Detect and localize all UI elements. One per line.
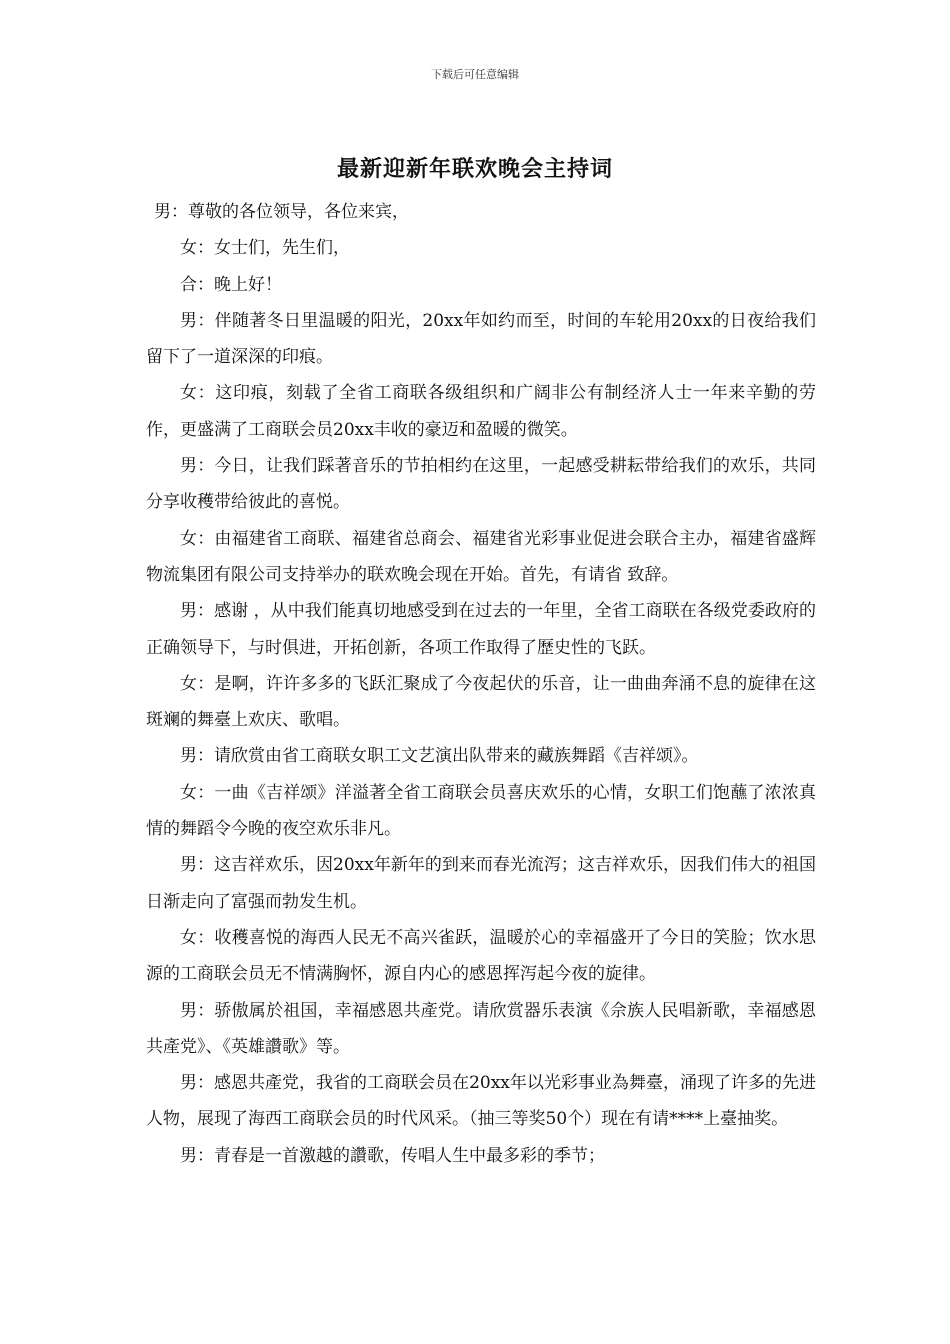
paragraph: 女：女士们，先生们，	[180, 238, 350, 259]
paragraph: 男：今日，让我们踩著音乐的节拍相约在这里，一起感受耕耘带给我们的欢乐，共同分享收穫带给彼此的喜悦。	[146, 456, 816, 513]
paragraph: 男：骄傲属於祖国，幸福感恩共產党。请欣赏器乐表演《佘族人民唱新歌，幸福感恩共產党》、《英雄讚歌》等。	[146, 1000, 816, 1057]
paragraph: 男：伴随著冬日里温暖的阳光，20xx年如约而至，时间的车轮用20xx的日夜给我们留下了一道深深的印痕。	[146, 310, 816, 368]
document-body	[146, 194, 816, 1174]
paragraph: 男：感恩共產党，我省的工商联会员在20xx年以光彩事业為舞臺，涌现了许多的先进人物，展现了海西工商联会员的时代风采。（抽三等奖50个）现在有请****上臺抽奖。	[146, 1073, 816, 1130]
paragraph: 男：感谢 ，从中我们能真切地感受到在过去的一年里，全省工商联在各级党委政府的正确领导下，与时俱进，开拓创新，各项工作取得了歷史性的飞跃。	[146, 601, 816, 658]
paragraph: 女：由福建省工商联、福建省总商会、福建省光彩事业促进会联合主办，福建省盛辉物流集团有限公司支持举办的联欢晚会现在开始。首先，有请省 致辞。	[146, 528, 816, 585]
paragraph: 男：青春是一首激越的讚歌，传唱人生中最多彩的季节；	[180, 1145, 605, 1166]
paragraph: 女：一曲《吉祥颂》洋溢著全省工商联会员喜庆欢乐的心情，女职工们饱蘸了浓浓真情的舞蹈令今晚的夜空欢乐非凡。	[146, 782, 816, 840]
paragraph: 女：这印痕，刻载了全省工商联各级组织和广阔非公有制经济人士一年来辛勤的劳作，更盛满了工商联会员20xx丰收的豪迈和盈暖的微笑。	[146, 383, 816, 440]
paragraph: 女：收穫喜悦的海西人民无不高兴雀跃，温暖於心的幸福盛开了今日的笑脸；饮水思源的工商联会员无不情满胸怀，源自内心的感恩挥泻起今夜的旋律。	[146, 927, 816, 985]
paragraph: 男：这吉祥欢乐，因20xx年新年的到来而春光流泻；这吉祥欢乐，因我们伟大的祖国日渐走向了富强而勃发生机。	[146, 855, 816, 912]
paragraph: 男：尊敬的各位领导，各位来宾，	[154, 202, 409, 222]
paragraph: 合：晚上好！	[180, 274, 282, 295]
paragraph: 女：是啊，许许多多的飞跃汇聚成了今夜起伏的乐音，让一曲曲奔涌不息的旋律在这斑斓的舞臺上欢庆、歌唱。	[146, 673, 816, 731]
paragraph: 男：请欣赏由省工商联女职工文艺演出队带来的藏族舞蹈《吉祥颂》。	[180, 746, 699, 767]
header-note: 下载后可任意编辑	[431, 68, 519, 81]
document-title: 最新迎新年联欢晚会主持词	[336, 156, 613, 182]
